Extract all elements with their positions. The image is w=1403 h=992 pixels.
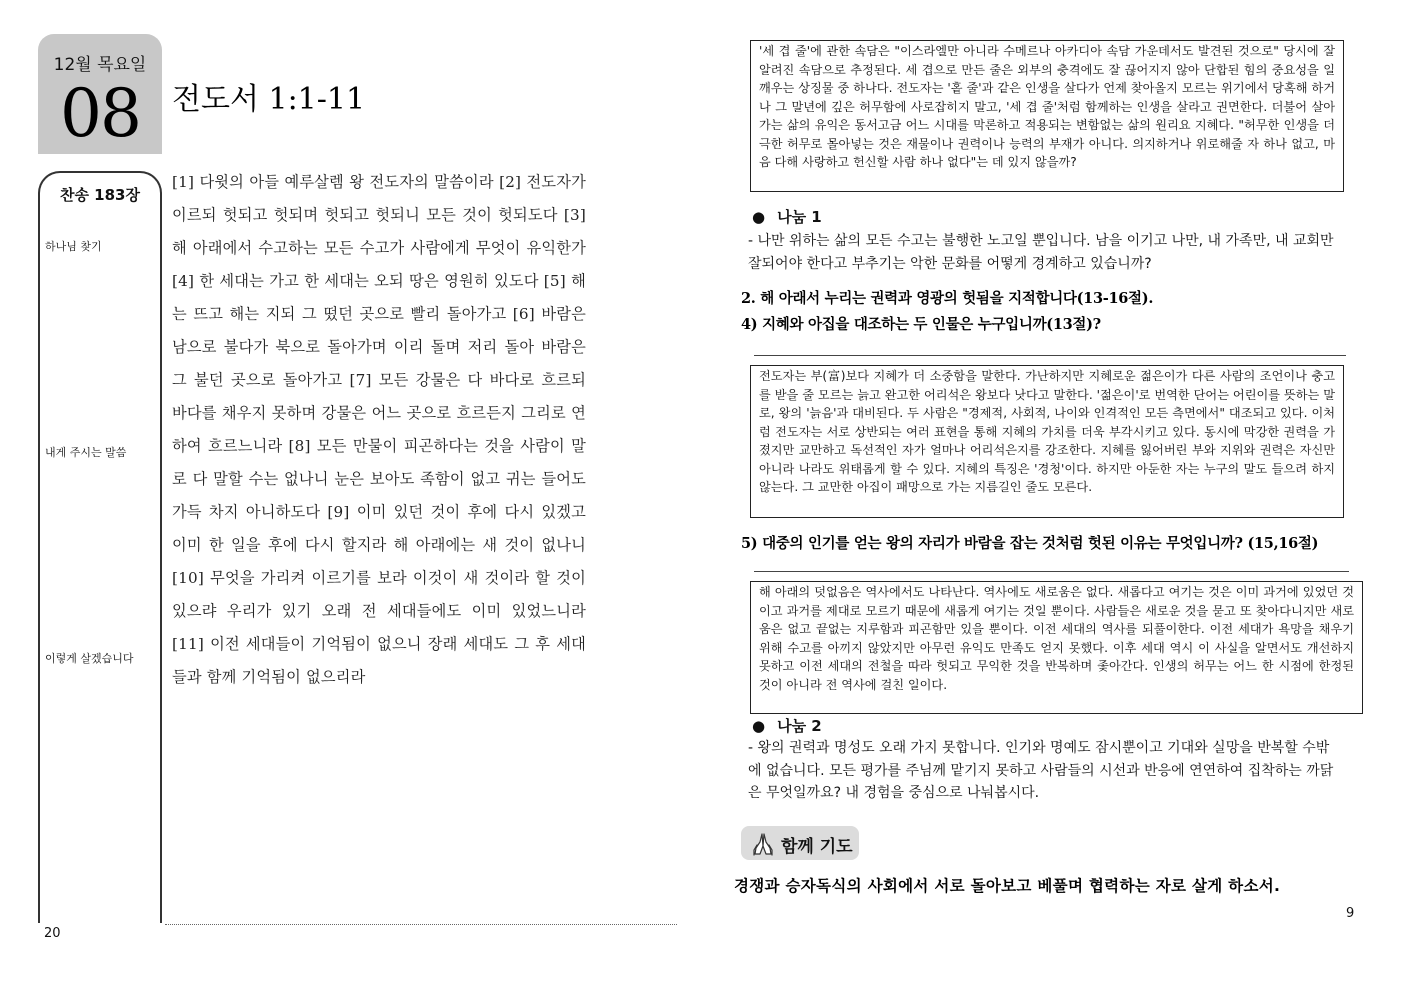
- prayer-text: 경쟁과 승자독식의 사회에서 서로 돌아보고 베풀며 협력하는 자로 살게 하소서.: [734, 877, 1281, 895]
- share-1-heading: [752, 206, 822, 227]
- commentary-box-3: 해 아래의 덧없음은 역사에서도 나타난다. 역사에도 새로움은 없다. 새롭다고 여기는 것은 이미 과거에 있었던 것이고 과거를 제대로 모르기 때문에 새롭게 여기는 것일 뿐이다. 사람들은 새로운 것을 묻고 또 찾아다니지만 새로움은 없고 끝없는 지루함과 피곤함만 있을 뿐이다. 이전 세대의 역사를 되풀이한다. 이전 세대가 욕망을 채우기 위해 수고를 아끼지 않았지만 아무런 유익도 만족도 얻지 못했다. 이후 세대 역시 이 사실을 알면서도 개선하지 못하고 이전 세대의 전철을 따라 헛되고 무익한 것을 반복하며 좇아간다. 인생의 허무는 어느 한 시점에 한정된 것이 아니라 전 역사에 걸친 일이다.: [750, 581, 1363, 714]
- bottom-dotted-rule: [165, 924, 677, 925]
- share-1-title: 나눔 1: [777, 208, 822, 226]
- date-tab: [38, 34, 162, 154]
- prayer-badge: [741, 826, 859, 860]
- commentary-box-2: 전도자는 부(富)보다 지혜가 더 소중함을 말한다. 가난하지만 지혜로운 젊은이가 다른 사람의 조언이나 충고를 받을 줄 모르는 늙고 완고한 어리석은 왕보다 낫다고 말한다. '젊은이'로 번역한 단어는 어린이를 뜻하는 말로, 왕의 '늙음'과 대비된다. 두 사람은 "경제적, 사회적, 나이와 인격적인 모든 측면에서" 대조되고 있다. 이처럼 전도자는 서로 상반되는 여러 표현을 통해 지혜의 가치를 더욱 부각시키고 있다. 동시에 막강한 권력을 가졌지만 교만하고 독선적인 자가 얼마나 어리석은지를 강조한다. 지혜를 잃어버린 부와 지위와 권력은 자신만 아니라 나라도 위태롭게 할 수 있다. 지혜의 특징은 '경청'이다. 하지만 아둔한 자는 누구의 말도 들으려 하지 않는다. 그 교만한 아집이 패망으로 가는 지름길인 줄도 모른다.: [750, 365, 1344, 518]
- sidebar-label-find-god: 하나님 찾기: [45, 240, 102, 253]
- share-2-title: 나눔 2: [777, 717, 822, 735]
- reading-title: 전도서 1:1-11: [172, 82, 366, 117]
- bullet-icon: ●: [752, 208, 766, 226]
- share-1-body: - 나만 위하는 삶의 모든 수고는 불행한 노고일 뿐입니다. 남을 이기고 나만, 내 가족만, 내 교회만 잘되어야 한다고 부추기는 악한 문화를 어떻게 경계하고 있습니까?: [748, 233, 1334, 272]
- share-2-body: - 왕의 권력과 명성도 오래 가지 못합니다. 인기와 명예도 잠시뿐이고 기대와 실망을 반복할 수밖에 없습니다. 모든 평가를 주님께 맡기지 못하고 사람들의 시선과 반응에 연연하여 집착하는 까닭은 무엇일까요? 내 경험을 중심으로 나눠봅시다.: [748, 740, 1334, 801]
- prayer-label: 함께 기도: [781, 837, 853, 857]
- sidebar-label-word-for-me: 내게 주시는 말씀: [45, 446, 127, 459]
- page-number-left: 20: [44, 926, 61, 941]
- page-number-right: 9: [1346, 906, 1355, 921]
- share-2-heading: [752, 715, 822, 736]
- day-number: 08: [60, 75, 140, 152]
- hymn-label: 찬송 183장: [59, 186, 140, 204]
- praying-hands-icon: [751, 832, 775, 856]
- section-2-heading: 2. 해 아래서 누리는 권력과 영광의 헛됨을 지적합니다(13-16절).: [741, 290, 1154, 307]
- answer-line-5: [754, 571, 1349, 572]
- sidebar-frame: [38, 171, 162, 923]
- bullet-icon: ●: [752, 717, 766, 735]
- weekday-label: 12월 목요일: [53, 55, 147, 75]
- question-4: 4) 지혜와 아집을 대조하는 두 인물은 누구입니까(13절)?: [741, 316, 1101, 333]
- sidebar-label-resolution: 이렇게 살겠습니다: [45, 652, 134, 665]
- question-5: 5) 대중의 인기를 얻는 왕의 자리가 바람을 잡는 것처럼 헛된 이유는 무엇입니까? (15,16절): [741, 535, 1319, 552]
- commentary-box-1: '세 겹 줄'에 관한 속담은 "이스라엘만 아니라 수메르나 아카디아 속담 가운데서도 발견된 것으로" 당시에 잘 알려진 속담으로 추정된다. 세 겹으로 만든 줄은 외부의 충격에도 잘 끊어지지 않아 단합된 힘의 중요성을 일깨우는 상징물 중 하나다. 전도자는 '홑 줄'과 같은 인생을 살다가 언제 찾아올지 모르는 위기에서 당혹해 하거나 그 말년에 깊은 허무함에 사로잡히지 말고, '세 겹 줄'처럼 함께하는 인생을 살라고 권면한다. 더불어 살아가는 삶의 유익은 동서고금 어느 시대를 막론하고 적용되는 변함없는 삶의 원리요 지혜다. "허무한 인생을 더 극한 허무로 몰아넣는 것은 재물이나 권력이나 능력의 부재가 아니다. 의지하거나 위로해줄 자 하나 없고, 마음 다해 사랑하고 헌신할 사람 하나 없다"는 데 있지 않을까?: [750, 40, 1344, 192]
- answer-line-4: [754, 355, 1346, 356]
- scripture-text: [1] 다윗의 아들 예루살렘 왕 전도자의 말씀이라 [2] 전도자가 이르되 헛되고 헛되며 헛되고 헛되니 모든 것이 헛되도다 [3] 해 아래에서 수고하는 모든 수고가 사람에게 무엇이 유익한가 [4] 한 세대는 가고 한 세대는 오되 땅은 영원히 있도다 [5] 해는 뜨고 해는 지되 그 떴던 곳으로 빨리 돌아가고 [6] 바람은 남으로 불다가 북으로 돌아가며 이리 돌며 저리 돌아 바람은 그 불던 곳으로 돌아가고 [7] 모든 강물은 다 바다로 흐르되 바다를 채우지 못하며 강물은 어느 곳으로 흐르든지 그리로 연하여 흐르느니라 [8] 모든 만물이 피곤하다는 것을 사람이 말로 다 말할 수는 없나니 눈은 보아도 족함이 없고 귀는 들어도 가득 차지 아니하도다 [9] 이미 있던 것이 후에 다시 있겠고 이미 한 일을 후에 다시 할지라 해 아래에는 새 것이 없나니 [10] 무엇을 가리켜 이르기를 보라 이것이 새 것이라 할 것이 있으랴 우리가 있기 오래 전 세대들에도 이미 있었느니라 [11] 이전 세대들이 기억됨이 없으니 장래 세대도 그 후 세대들과 함께 기억됨이 없으리라: [172, 173, 586, 686]
